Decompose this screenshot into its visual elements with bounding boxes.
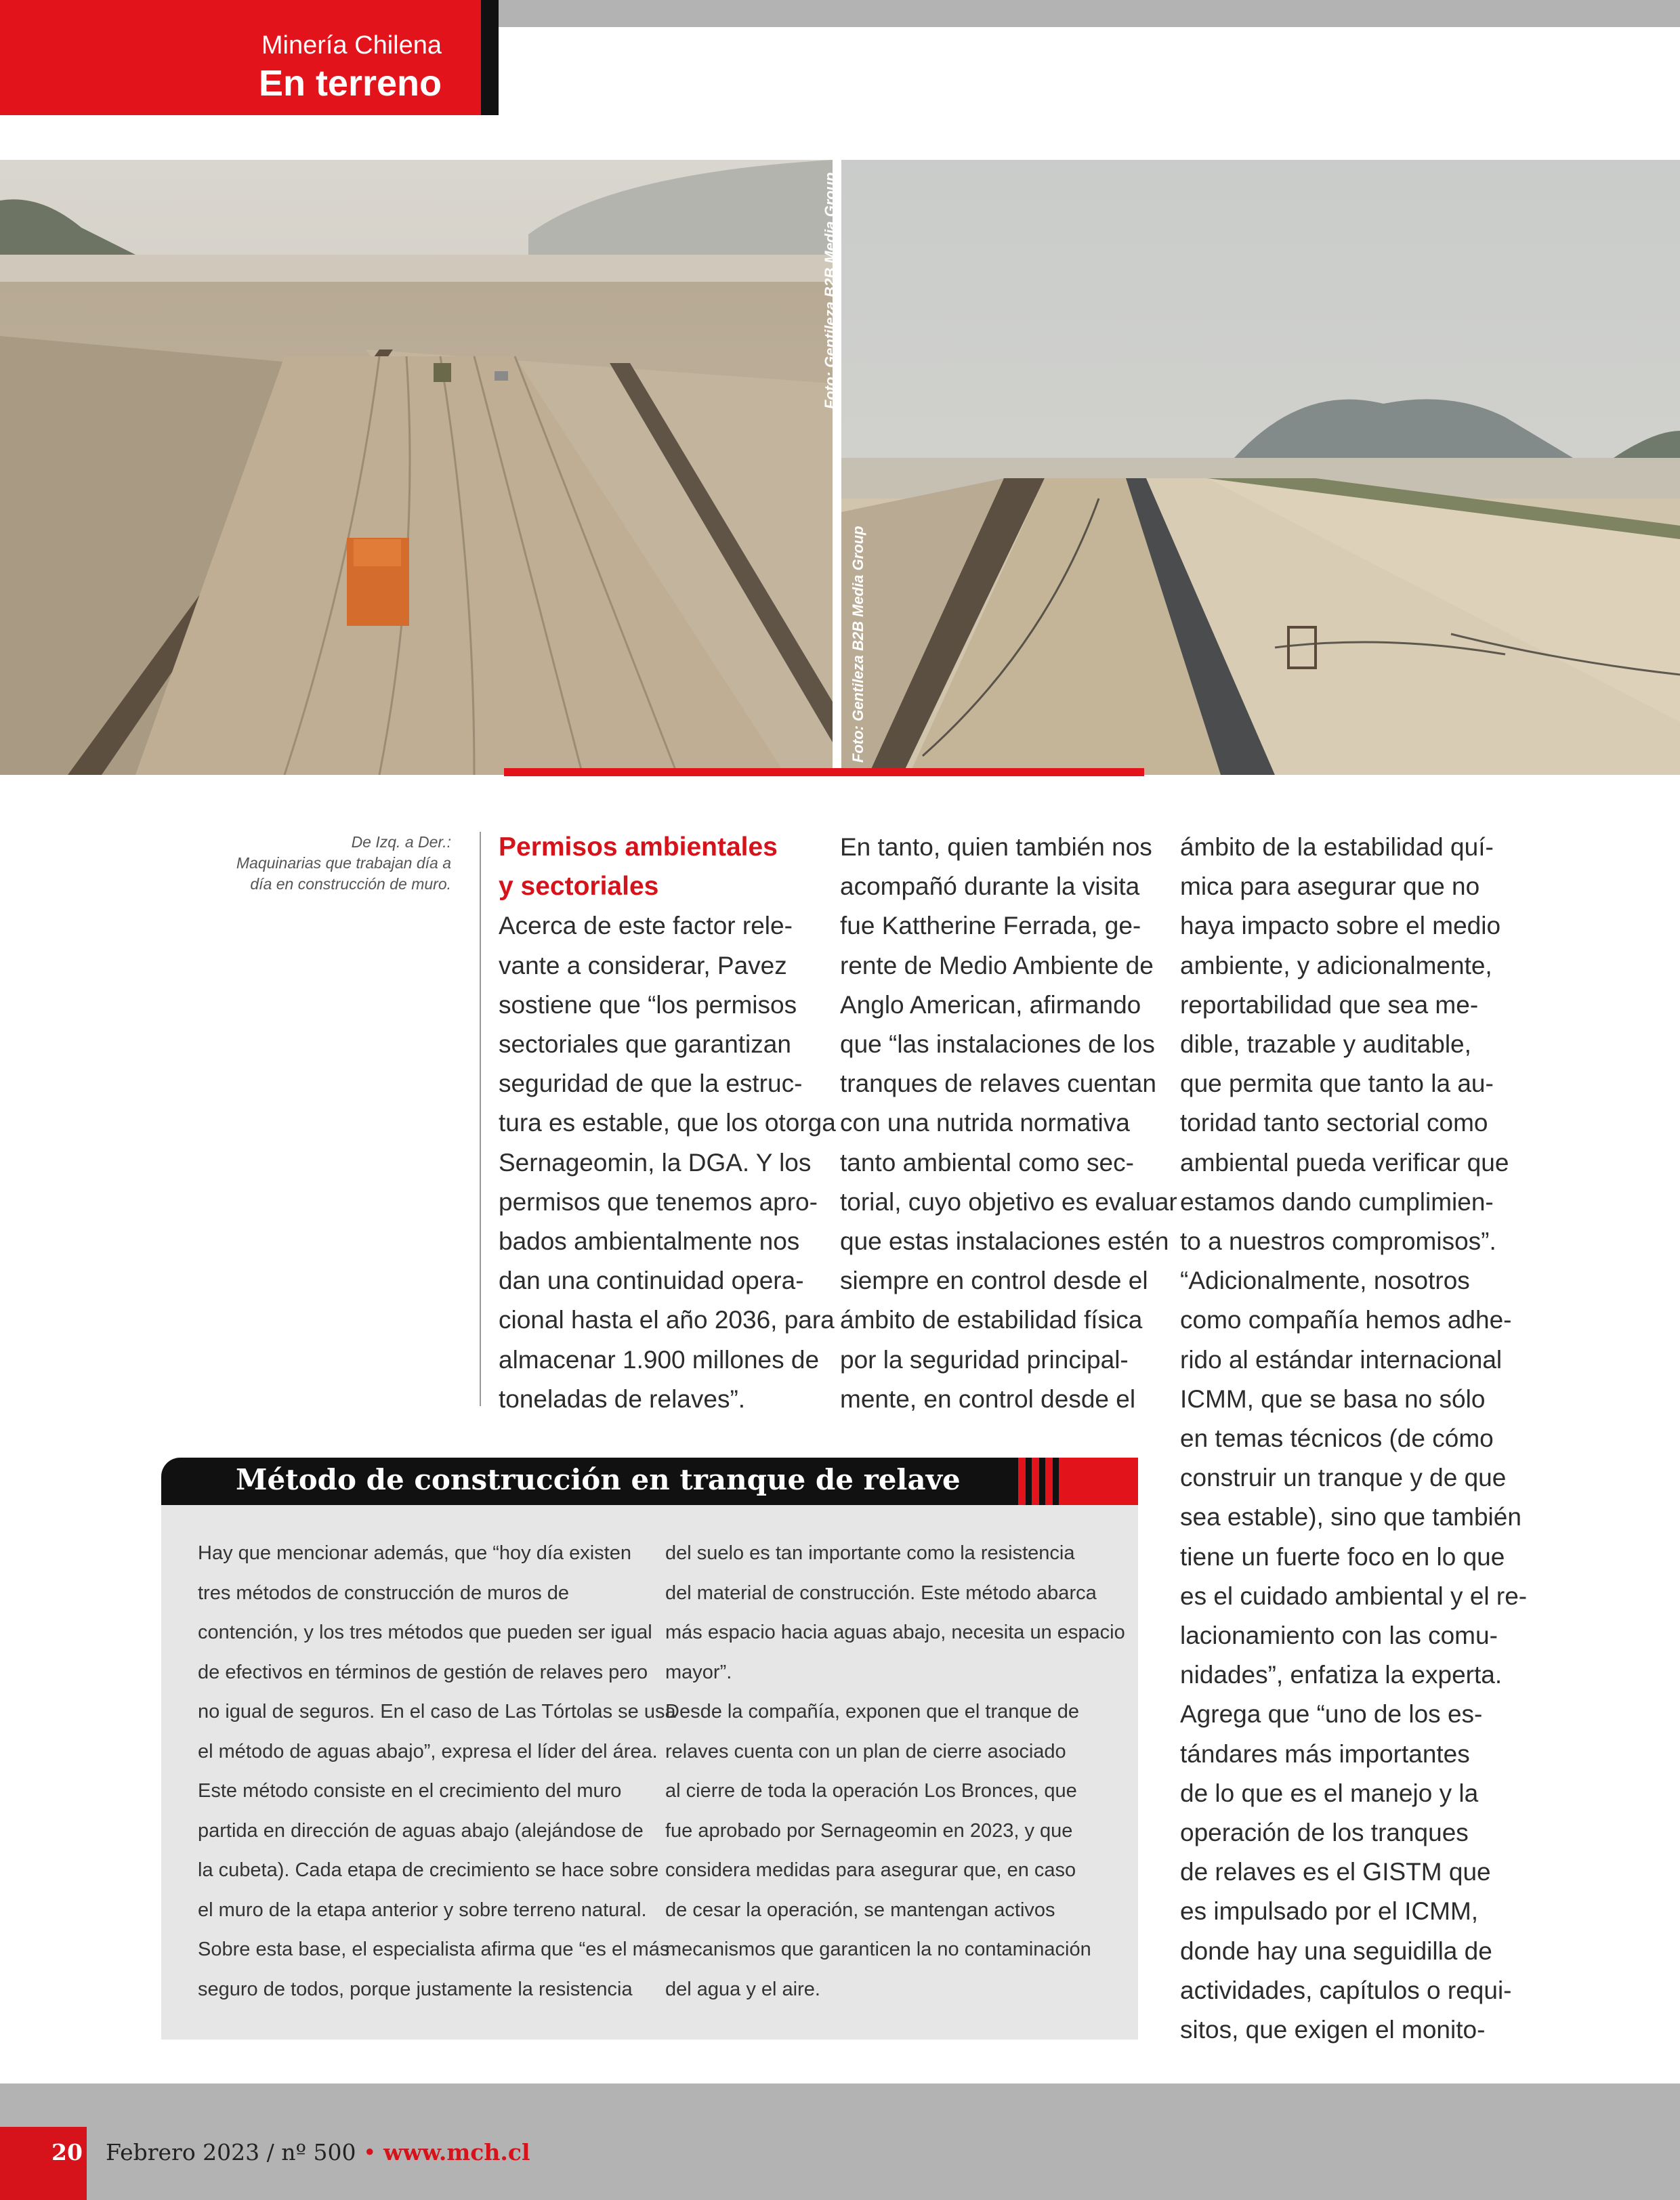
text-line: que “las instalaciones de los xyxy=(840,1030,1155,1059)
text-line: toridad tanto sectorial como xyxy=(1180,1109,1488,1137)
text-line: fue aprobado por Sernageomin en 2023, y que xyxy=(665,1819,1073,1842)
header-stripe xyxy=(1039,1458,1045,1505)
text-line: es el cuidado ambiental y el re- xyxy=(1180,1582,1528,1610)
footer-info xyxy=(106,2139,530,2165)
article-column-1 xyxy=(499,828,836,1419)
text-line: toneladas de relaves”. xyxy=(499,1384,746,1413)
text-line: más espacio hacia aguas abajo, necesita un espacio xyxy=(665,1622,1125,1643)
text-line: torial, cuyo objetivo es evaluar xyxy=(840,1187,1177,1216)
text-line: es impulsado por el ICMM, xyxy=(1180,1897,1479,1926)
text-line: tura es estable, que los otorga xyxy=(499,1109,836,1137)
text-line: mayor”. xyxy=(665,1661,732,1683)
section-title: En terreno xyxy=(258,63,442,104)
subheading-line: y sectoriales xyxy=(499,872,659,902)
text-line: lacionamiento con las comu- xyxy=(1180,1622,1498,1650)
text-line: Hay que mencionar además, que “hoy día existen xyxy=(198,1542,631,1564)
text-line: Anglo American, afirmando xyxy=(840,990,1141,1019)
header-stripe xyxy=(1026,1458,1032,1505)
text-line: de lo que es el manejo y la xyxy=(1180,1779,1479,1807)
text-line: el método de aguas abajo”, expresa el líder del área. xyxy=(198,1740,658,1762)
article-column-3 xyxy=(1180,828,1528,2050)
sidebar-column-1 xyxy=(198,1533,676,2009)
text-line: Agrega que “uno de los es- xyxy=(1180,1700,1483,1729)
text-line: Este método consiste en el crecimiento del muro xyxy=(198,1780,622,1802)
caption-line: Maquinarias que trabajan día a xyxy=(236,854,451,872)
footer-separator: • xyxy=(363,2139,377,2165)
text-line: siempre en control desde el xyxy=(840,1267,1148,1295)
text-line: actividades, capítulos o requi- xyxy=(1180,1976,1512,2004)
text-line: como compañía hemos adhe- xyxy=(1180,1306,1512,1334)
text-line: vante a considerar, Pavez xyxy=(499,951,787,979)
page-number: 20 xyxy=(51,2139,83,2165)
header-stripe xyxy=(1053,1458,1059,1505)
text-line: “Adicionalmente, nosotros xyxy=(1180,1267,1470,1295)
text-line: permisos que tenemos apro- xyxy=(499,1187,818,1216)
text-line: donde hay una seguidilla de xyxy=(1180,1937,1492,1965)
text-line: seguridad de que la estruc- xyxy=(499,1070,803,1098)
text-line: tres métodos de construcción de muros de xyxy=(198,1582,570,1604)
text-line: no igual de seguros. En el caso de Las Tórtolas se usa xyxy=(198,1701,676,1722)
photo-construction-trucks xyxy=(0,160,833,775)
text-line: mecanismos que garanticen la no contaminación xyxy=(665,1939,1091,1960)
text-line: de efectivos en términos de gestión de relaves pero xyxy=(198,1661,648,1683)
text-line: de cesar la operación, se mantengan activos xyxy=(665,1899,1055,1921)
text-line: al cierre de toda la operación Los Bronces, que xyxy=(665,1780,1077,1802)
photo-accent-bar xyxy=(504,768,1144,776)
text-line: con una nutrida normativa xyxy=(840,1109,1130,1137)
text-line: por la seguridad principal- xyxy=(840,1345,1129,1374)
text-line: construir un tranque y de que xyxy=(1180,1464,1507,1492)
text-line: to a nuestros compromisos”. xyxy=(1180,1227,1496,1256)
text-line: considera medidas para asegurar que, en caso xyxy=(665,1859,1076,1881)
text-line: seguro de todos, porque justamente la resistencia xyxy=(198,1978,633,2000)
text-line: del material de construcción. Este método abarca xyxy=(665,1582,1097,1604)
text-line: ambiental pueda verificar que xyxy=(1180,1148,1509,1177)
website-link[interactable]: www.mch.cl xyxy=(383,2139,530,2165)
text-line: tanto ambiental como sec- xyxy=(840,1148,1134,1177)
issue-info: Febrero 2023 / nº 500 xyxy=(106,2139,356,2165)
text-line: sitos, que exigen el monito- xyxy=(1180,2016,1486,2044)
text-line: bados ambientalmente nos xyxy=(499,1227,800,1256)
text-line: dan una continuidad opera- xyxy=(499,1267,804,1295)
text-line: acompañó durante la visita xyxy=(840,872,1140,901)
caption-line: día en construcción de muro. xyxy=(250,875,451,893)
text-line: el muro de la etapa anterior y sobre terreno natural. xyxy=(198,1899,647,1921)
photo-tailings-wall xyxy=(841,160,1680,775)
sidebar-column-2 xyxy=(665,1533,1125,2009)
text-line: en temas técnicos (de cómo xyxy=(1180,1424,1494,1453)
text-line: fue Kattherine Ferrada, ge- xyxy=(840,912,1141,940)
text-line: haya impacto sobre el medio xyxy=(1180,912,1501,940)
subheading-line: Permisos ambientales xyxy=(499,832,778,862)
text-line: sostiene que “los permisos xyxy=(499,990,797,1019)
text-line: tiene un fuerte foco en lo que xyxy=(1180,1542,1505,1571)
photo-caption xyxy=(190,832,451,895)
text-line: sea estable), sino que también xyxy=(1180,1503,1521,1531)
text-line: de relaves es el GISTM que xyxy=(1180,1858,1491,1886)
text-line: operación de los tranques xyxy=(1180,1819,1469,1847)
text-line: tranques de relaves cuentan xyxy=(840,1070,1156,1098)
text-line: partida en dirección de aguas abajo (alejándose de xyxy=(198,1819,644,1842)
text-line: la cubeta). Cada etapa de crecimiento se hace sobre xyxy=(198,1859,659,1881)
text-line: rido al estándar internacional xyxy=(1180,1345,1503,1374)
text-line: Acerca de este factor rele- xyxy=(499,912,793,940)
text-line: mica para asegurar que no xyxy=(1180,872,1480,901)
text-line: En tanto, quien también nos xyxy=(840,833,1152,861)
text-line: ICMM, que se basa no sólo xyxy=(1180,1384,1486,1413)
article-column-2 xyxy=(840,828,1177,1419)
magazine-kicker: Minería Chilena xyxy=(261,31,442,60)
text-line: del suelo es tan importante como la resistencia xyxy=(665,1542,1075,1564)
text-line: que estas instalaciones estén xyxy=(840,1227,1169,1256)
text-line: ámbito de estabilidad física xyxy=(840,1306,1143,1334)
text-line: dible, trazable y auditable, xyxy=(1180,1030,1471,1059)
text-line: que permita que tanto la au- xyxy=(1180,1070,1494,1098)
text-line: almacenar 1.900 millones de xyxy=(499,1345,820,1374)
text-line: estamos dando cumplimien- xyxy=(1180,1187,1494,1216)
text-line: Desde la compañía, exponen que el tranque de xyxy=(665,1701,1080,1722)
text-line: contención, y los tres métodos que pueden ser igual xyxy=(198,1622,652,1643)
text-line: ambiente, y adicionalmente, xyxy=(1180,951,1492,979)
text-line: del agua y el aire. xyxy=(665,1978,820,2000)
text-line: ámbito de la estabilidad quí- xyxy=(1180,833,1494,861)
text-line: sectoriales que garantizan xyxy=(499,1030,791,1059)
text-line: Sernageomin, la DGA. Y los xyxy=(499,1148,812,1177)
top-grey-strip xyxy=(499,0,1680,27)
text-line: cional hasta el año 2036, para xyxy=(499,1306,835,1334)
text-line: mente, en control desde el xyxy=(840,1384,1136,1413)
text-line: reportabilidad que sea me- xyxy=(1180,990,1479,1019)
sidebar-box-title: Método de construcción en tranque de relave xyxy=(236,1463,961,1496)
header-stripe xyxy=(1012,1458,1018,1505)
caption-line: De Izq. a Der.: xyxy=(351,833,451,851)
photo-credit-right: Foto: Gentileza B2B Media Group xyxy=(849,526,866,763)
section-header xyxy=(0,0,499,115)
text-line: relaves cuenta con un plan de cierre asociado xyxy=(665,1740,1066,1762)
text-line: tándares más importantes xyxy=(1180,1739,1470,1768)
caption-divider xyxy=(480,832,481,1406)
text-line: Sobre esta base, el especialista afirma que “es el más xyxy=(198,1939,670,1960)
text-line: rente de Medio Ambiente de xyxy=(840,951,1154,979)
photo-credit-left: Foto: Gentileza B2B Media Group xyxy=(822,172,839,409)
text-line: nidades”, enfatiza la experta. xyxy=(1180,1661,1503,1689)
